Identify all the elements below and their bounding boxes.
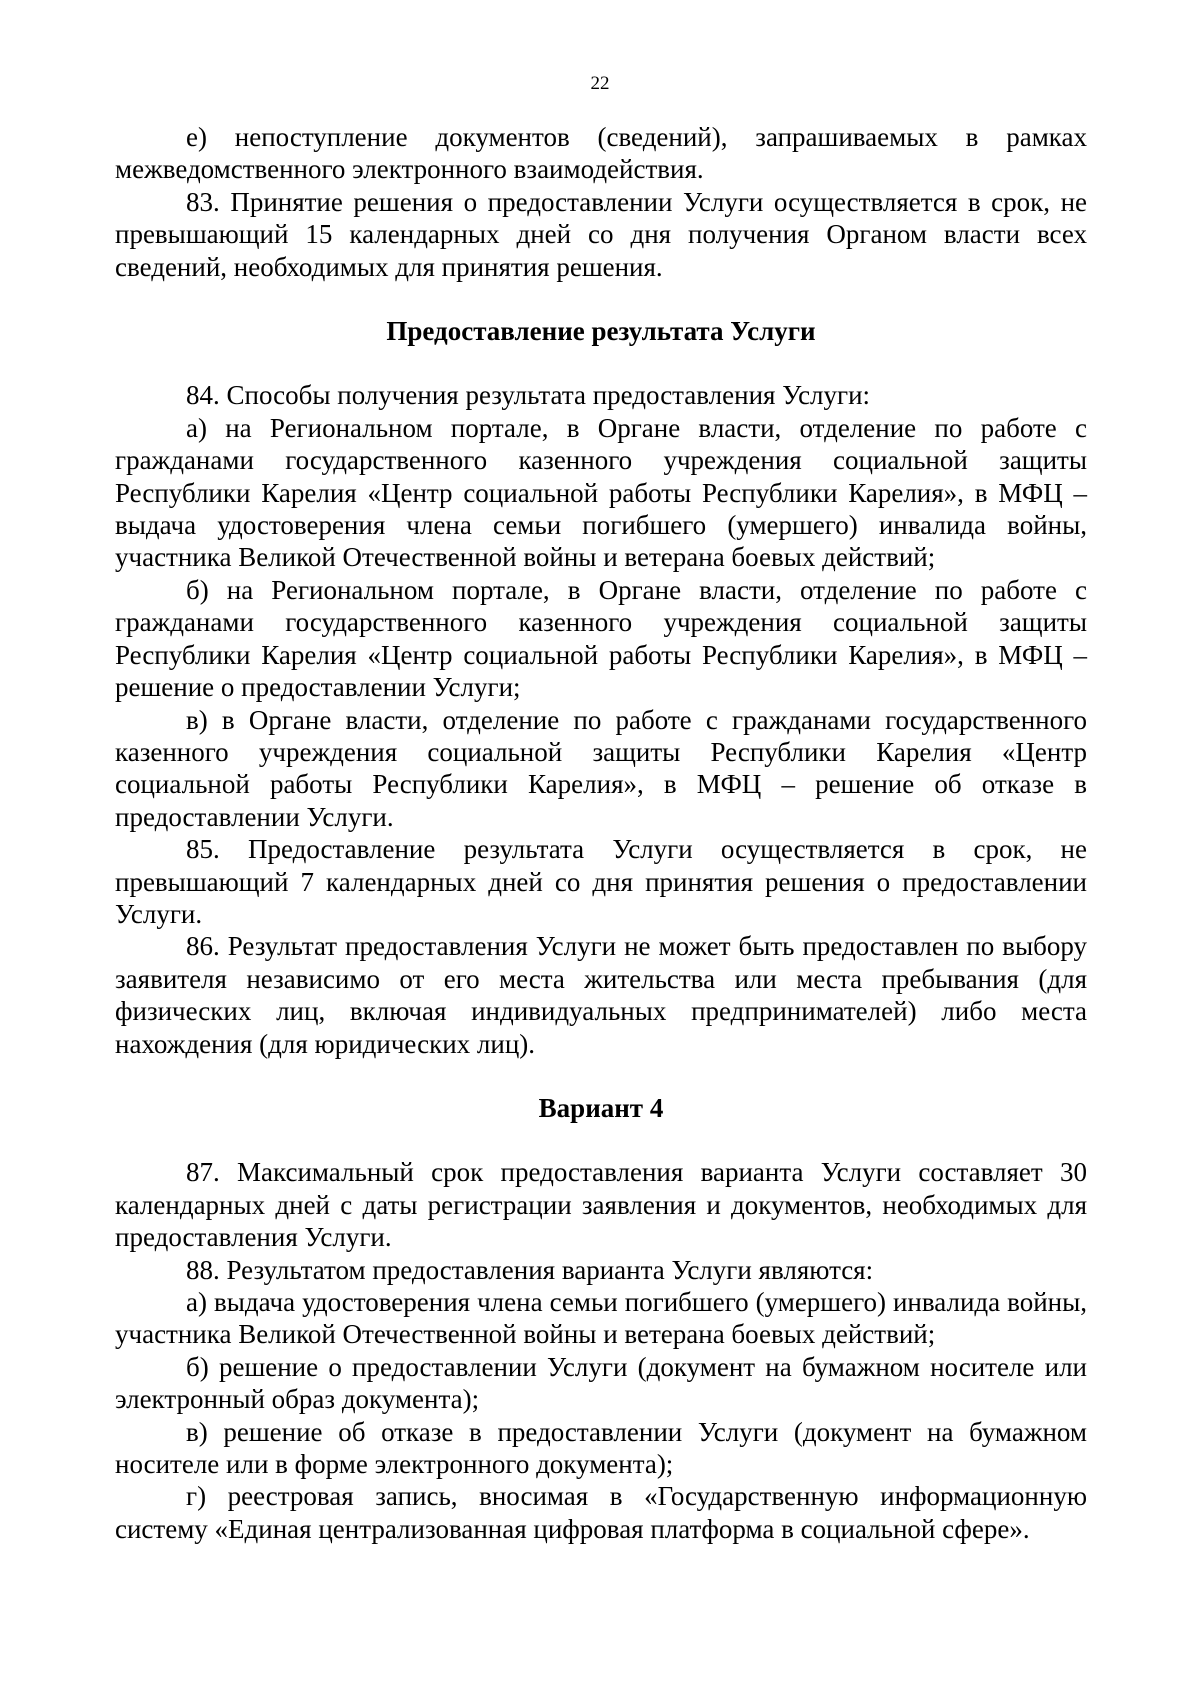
paragraph-82e: е) непоступление документов (сведений), запрашиваемых в рамках межведомственного электронного взаимодействия.: [115, 122, 1087, 185]
page-number: 22: [590, 73, 610, 94]
paragraph-86: 86. Результат предоставления Услуги не может быть предоставлен по выбору заявителя независимо от его места жительства или места пребывания (для физических лиц, включая индивидуальных предпринимателей) либо места нахождения (для юридических лиц).: [115, 931, 1087, 1059]
paragraph-88b: б) решение о предоставлении Услуги (документ на бумажном носителе или электронный образ документа);: [115, 1351, 1087, 1415]
paragraph-88a: а) выдача удостоверения члена семьи погибшего (умершего) инвалида войны, участника Великой Отечественной войны и ветерана боевых действий;: [115, 1287, 1087, 1350]
paragraph-84v: в) в Органе власти, отделение по работе с гражданами государственного казенного учреждения социальной защиты Республики Карелия «Центр социальной работы Республики Карелия», в МФЦ – решение об отказе в предоставлении Услуги.: [115, 704, 1087, 832]
paragraph-85: 85. Предоставление результата Услуги осуществляется в срок, не превышающий 7 календарных дней со дня принятия решения о предоставлении Услуги.: [115, 834, 1087, 929]
paragraph-88: 88. Результатом предоставления варианта Услуги являются:: [186, 1254, 874, 1285]
paragraph-83: 83. Принятие решения о предоставлении Услуги осуществляется в срок, не превышающий 15 календарных дней со дня получения Органом власти всех сведений, необходимых для принятия решения.: [115, 186, 1087, 282]
section-heading-result: Предоставление результата Услуги: [386, 316, 816, 347]
paragraph-84a: а) на Региональном портале, в Органе власти, отделение по работе с гражданами государственного казенного учреждения социальной защиты Республики Карелия «Центр социальной работы Республики Карелия», в МФЦ – выдача удостоверения члена семьи погибшего (умершего) инвалида войны, участника Великой Отечественной войны и ветерана боевых действий;: [115, 412, 1087, 573]
paragraph-88v: в) решение об отказе в предоставлении Услуги (документ на бумажном носителе или в форме электронного документа);: [115, 1416, 1087, 1480]
section-heading-variant-4: Вариант 4: [538, 1092, 664, 1123]
paragraph-88g: г) реестровая запись, вносимая в «Государственную информационную систему «Единая централизованная цифровая платформа в социальной сфере».: [115, 1481, 1087, 1544]
paragraph-84: 84. Способы получения результата предоставления Услуги:: [186, 380, 871, 411]
document-body: [115, 121, 1087, 1545]
paragraph-87: 87. Максимальный срок предоставления варианта Услуги составляет 30 календарных дней с даты регистрации заявления и документов, необходимых для предоставления Услуги.: [115, 1157, 1087, 1253]
paragraph-84b: б) на Региональном портале, в Органе власти, отделение по работе с гражданами государственного казенного учреждения социальной защиты Республики Карелия «Центр социальной работы Республики Карелия», в МФЦ – решение о предоставлении Услуги;: [115, 574, 1087, 703]
